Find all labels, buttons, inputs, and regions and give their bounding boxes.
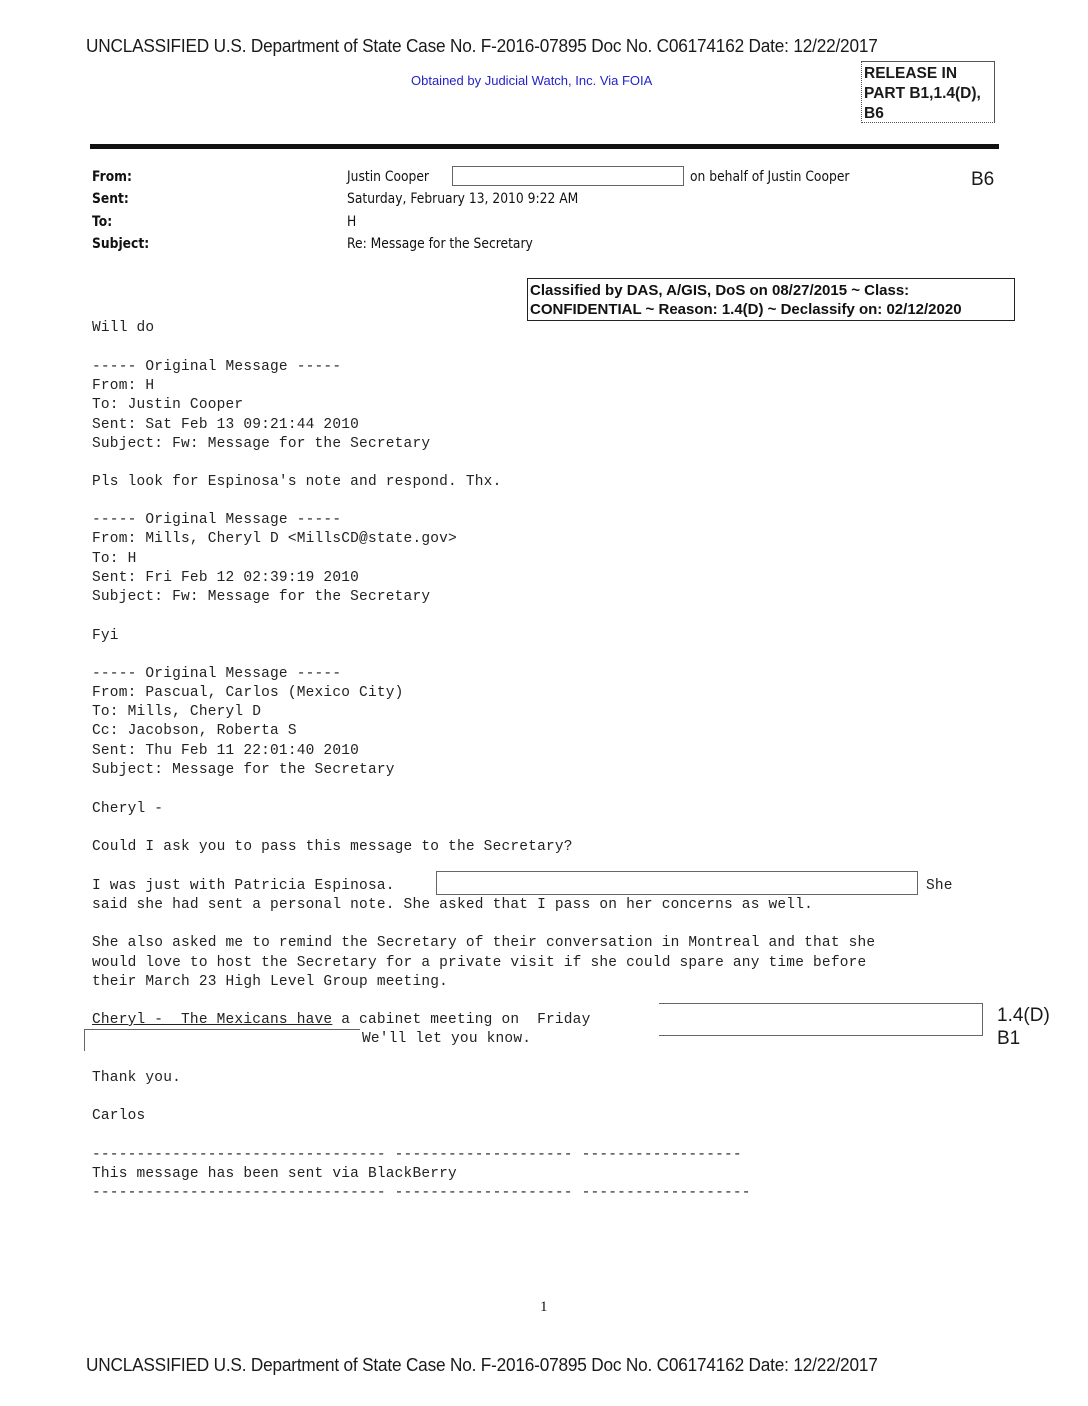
msg3-paragraph-2-line-2: said she had sent a personal note. She asked that I pass on her concerns as well. <box>92 897 814 913</box>
msg3-from: From: Pascual, Carlos (Mexico City) <box>92 685 404 701</box>
msg2-to: To: H <box>92 551 137 567</box>
from-label: From: <box>92 169 132 185</box>
msg3-paragraph-3-line-2: would love to host the Secretary for a private visit if she could spare any time before <box>92 955 867 971</box>
reply-text: Will do <box>92 320 155 336</box>
redaction-box-espinosa <box>436 871 918 895</box>
msg3-paragraph-4-underlined: Cheryl - The Mexicans have <box>92 1012 333 1028</box>
msg2-sent: Sent: Fri Feb 12 02:39:19 2010 <box>92 570 360 586</box>
exemption-code-b6: B6 <box>971 169 995 190</box>
exemption-code-1-4d: 1.4(D) <box>997 1005 1050 1026</box>
unclassified-footer-stamp: UNCLASSIFIED U.S. Department of State Case No. F-2016-07895 Doc No. C06174162 Date: 12/22/2017 <box>86 1354 878 1375</box>
redaction-box-cabinet-2 <box>84 1029 360 1051</box>
msg3-paragraph-1: Could I ask you to pass this message to the Secretary? <box>92 839 573 855</box>
to-label: To: <box>92 214 113 230</box>
from-behalf: on behalf of Justin Cooper <box>690 169 850 185</box>
msg1-text: Pls look for Espinosa's note and respond. Thx. <box>92 474 502 490</box>
from-value: Justin Cooper <box>347 169 429 185</box>
msg3-paragraph-2-start: I was just with Patricia Espinosa. <box>92 878 395 894</box>
msg1-sent: Sent: Sat Feb 13 09:21:44 2010 <box>92 417 360 433</box>
msg1-from: From: H <box>92 378 155 394</box>
msg3-paragraph-4-line-2: We'll let you know. <box>362 1031 532 1047</box>
classification-line-2: CONFIDENTIAL ~ Reason: 1.4(D) ~ Declassify on: 02/12/2020 <box>530 301 962 318</box>
subject-label: Subject: <box>92 236 150 252</box>
sent-label: Sent: <box>92 191 129 207</box>
release-line-1: RELEASE IN <box>864 65 958 82</box>
msg3-signature: Carlos <box>92 1108 146 1124</box>
exemption-code-b1: B1 <box>997 1028 1021 1049</box>
msg3-sent: Sent: Thu Feb 11 22:01:40 2010 <box>92 743 360 759</box>
foia-note: Obtained by Judicial Watch, Inc. Via FOIA <box>411 73 653 88</box>
blackberry-separator-bottom: --------------------------------- -------------------- ------------------- <box>92 1185 751 1201</box>
msg3-paragraph-4 <box>92 1012 591 1028</box>
unclassified-header-stamp: UNCLASSIFIED U.S. Department of State Case No. F-2016-07895 Doc No. C06174162 Date: 12/22/2017 <box>86 35 878 56</box>
msg3-to: To: Mills, Cheryl D <box>92 704 262 720</box>
blackberry-separator-top: --------------------------------- -------------------- ------------------ <box>92 1147 742 1163</box>
msg2-text: Fyi <box>92 628 119 644</box>
to-value: H <box>347 214 357 230</box>
redaction-box-email <box>452 166 684 186</box>
redaction-box-cabinet-1 <box>659 1003 983 1036</box>
sent-value: Saturday, February 13, 2010 9:22 AM <box>347 191 579 207</box>
msg3-cc: Cc: Jacobson, Roberta S <box>92 723 297 739</box>
msg1-divider: ----- Original Message ----- <box>92 359 342 375</box>
msg3-paragraph-4-rest: a cabinet meeting on Friday <box>332 1012 591 1028</box>
msg1-subject: Subject: Fw: Message for the Secretary <box>92 436 431 452</box>
msg2-divider: ----- Original Message ----- <box>92 512 342 528</box>
msg2-subject: Subject: Fw: Message for the Secretary <box>92 589 431 605</box>
subject-value: Re: Message for the Secretary <box>347 236 533 252</box>
msg3-subject: Subject: Message for the Secretary <box>92 762 395 778</box>
header-divider <box>90 144 999 149</box>
msg3-paragraph-3-line-1: She also asked me to remind the Secretary of their conversation in Montreal and that she <box>92 935 876 951</box>
msg3-divider: ----- Original Message ----- <box>92 666 342 682</box>
page-number: 1 <box>540 1299 548 1315</box>
release-stamp-box <box>861 61 995 123</box>
msg3-paragraph-3-line-3: their March 23 High Level Group meeting. <box>92 974 449 990</box>
msg2-from: From: Mills, Cheryl D <MillsCD@state.gov> <box>92 531 457 547</box>
classification-line-1: Classified by DAS, A/GIS, DoS on 08/27/2015 ~ Class: <box>530 282 910 299</box>
msg1-to: To: Justin Cooper <box>92 397 244 413</box>
release-line-2: PART B1,1.4(D), <box>864 85 981 102</box>
blackberry-footer: This message has been sent via BlackBerry <box>92 1166 457 1182</box>
classification-box <box>527 278 1015 321</box>
release-line-3: B6 <box>864 105 884 122</box>
msg3-paragraph-2-after: She <box>926 878 953 894</box>
msg3-salutation: Cheryl - <box>92 801 164 817</box>
msg3-thanks: Thank you. <box>92 1070 182 1086</box>
